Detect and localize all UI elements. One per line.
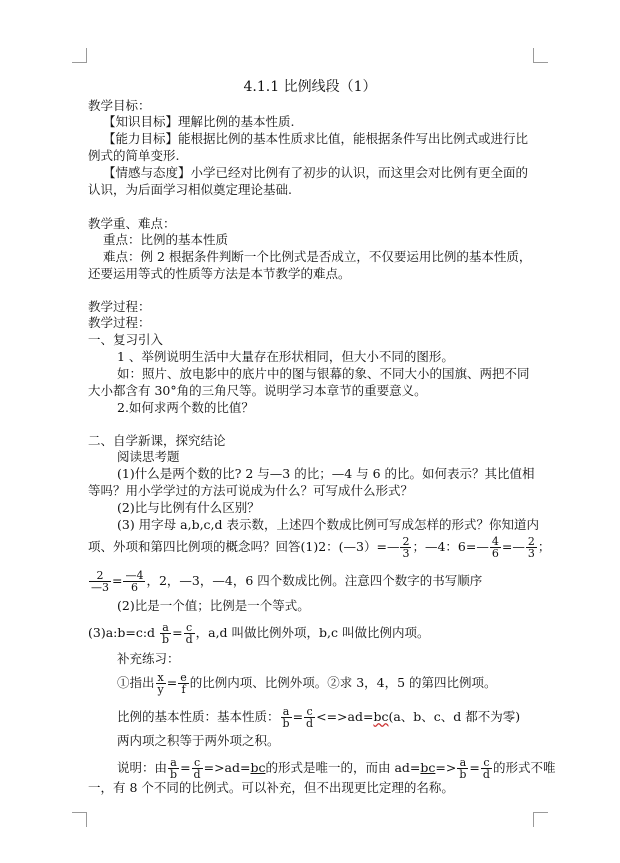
crop-mark-bottom-left: [72, 812, 87, 827]
goal-emotion-line2: 认识，为后面学习相似奠定理论基础.: [88, 182, 292, 197]
question-3-answer-line: 项、外项和第四比例项的概念吗？回答(1)2：(—3）=— $\frac{2}{3}$ ；—4：6=— $\frac{4}{6}$ =— $\frac{2}{3}$ ；: [88, 535, 551, 560]
crop-mark-top-right: [533, 48, 548, 63]
product-rule: 两内项之积等于两外项之积。: [117, 733, 280, 748]
process-heading-1: 教学过程：: [88, 299, 151, 314]
fraction-two-thirds: $\frac{2}{3}$: [402, 535, 410, 560]
goal-emotion-line1: 【情感与态度】小学已经对比例有了初步的认识，而这里会对比例有更全面的: [103, 165, 529, 180]
process-heading-2: 教学过程：: [88, 315, 151, 330]
fraction-a-b: $\frac{a}{b}$: [162, 621, 170, 646]
fraction-four-six: $\frac{4}{6}$: [491, 535, 499, 560]
key-focus: 重点：比例的基本性质: [103, 232, 229, 247]
answer-2: (2)比是一个值；比例是一个等式。: [117, 598, 310, 613]
fraction-c-d-note-2: $\frac{c}{d}$: [482, 756, 490, 781]
fraction-two-neg-three: $\frac{2}{—3}$: [91, 569, 109, 594]
fraction-a-b-property: $\frac{a}{b}$: [282, 705, 290, 730]
question-3-proportion-line: $\frac{2}{—3}$ = $\frac{—4}{6}$ ，2，—3，—4，6 四个数成比例。注意四个数字的书写顺序: [91, 569, 483, 594]
key-hard-line1: 难点：例 2 根据条件判断一个比例式是否成立，不仅要运用比例的基本性质，: [103, 249, 532, 264]
practice-heading: 补充练习：: [117, 651, 180, 666]
note-last-line: 一，有 8 个不同的比例式。可以补充，但不出现更比定理的名称。: [88, 780, 454, 795]
question-2: (2)比与比例有什么区别？: [117, 500, 260, 515]
fraction-x-y: $\frac{x}{y}$: [157, 671, 164, 696]
answer-3-line: (3)a:b=c:d $\frac{a}{b}$ = $\frac{c}{d}$ ，a,d 叫做比例外项，b,c 叫做比例内项。: [88, 621, 430, 646]
question-1-line1: (1)什么是两个数的比? 2 与—3 的比；—4 与 6 的比。如何表示？其比值相: [117, 466, 535, 481]
section-2-heading: 二、自学新课，探究结论: [88, 433, 226, 448]
question-1-line2: 等吗？用小学学过的方法可说成为什么？可写成什么形式？: [88, 483, 414, 498]
property-line: 比例的基本性质：基本性质： $\frac{a}{b}$ = $\frac{c}{d}$ <=>ad=bc(a、b、c、d 都不为零): [117, 705, 521, 730]
fraction-c-d-note: $\frac{c}{d}$: [193, 756, 201, 781]
document-title: 4.1.1 比例线段（1）: [243, 79, 377, 95]
key-heading: 教学重、难点：: [88, 216, 176, 231]
crop-mark-bottom-right: [533, 812, 548, 827]
note-line: 说明：由 $\frac{a}{b}$ = $\frac{c}{d}$ =>ad=bc的形式是唯一的，而由 ad=bc=> $\frac{a}{b}$ = $\frac{c}{d}$ 的形式不唯: [117, 756, 556, 781]
goal-knowledge: 【知识目标】理解比例的基本性质.: [103, 114, 295, 129]
review-example-line2: 大小都含有 30°角的三角尺等。说明学习本章节的重要意义。: [88, 383, 427, 398]
exercise-line: ①指出 $\frac{x}{y}$ = $\frac{e}{f}$ 的比例内项、比例外项。②求 3，4，5 的第四比例项。: [117, 671, 497, 696]
review-item-2: 2.如何求两个数的比值？: [117, 400, 254, 415]
key-hard-line2: 还要运用等式的性质等方法是本节教学的难点。: [88, 266, 351, 281]
goals-heading: 教学目标：: [88, 98, 151, 113]
fraction-c-d-property: $\frac{c}{d}$: [306, 705, 314, 730]
fraction-a-b-note-2: $\frac{a}{b}$: [459, 756, 467, 781]
fraction-neg-four-six: $\frac{—4}{6}$: [125, 569, 144, 594]
fraction-e-f: $\frac{e}{f}$: [180, 671, 187, 696]
fraction-c-d: $\frac{c}{d}$: [185, 621, 193, 646]
review-item-1: 1 、举例说明生活中大量存在形状相同，但大小不同的图形。: [117, 349, 454, 364]
crop-mark-top-left: [72, 48, 87, 63]
reading-title: 阅读思考题: [117, 449, 180, 464]
section-1-heading: 一、复习引入: [88, 332, 164, 347]
fraction-a-b-note: $\frac{a}{b}$: [170, 756, 178, 781]
fraction-two-thirds-repeat: $\frac{2}{3}$: [527, 535, 535, 560]
review-example-line1: 如：照片、放电影中的底片中的图与银幕的象、不同大小的国旗、两把不同: [117, 366, 530, 381]
goal-ability-line1: 【能力目标】能根据比例的基本性质求比值，能根据条件写出比例式或进行比: [103, 131, 529, 146]
goal-ability-line2: 例式的简单变形.: [88, 148, 180, 163]
question-3-line1: (3) 用字母 a,b,c,d 表示数，上述四个数成比例可写成怎样的形式？你知道内: [117, 517, 540, 532]
